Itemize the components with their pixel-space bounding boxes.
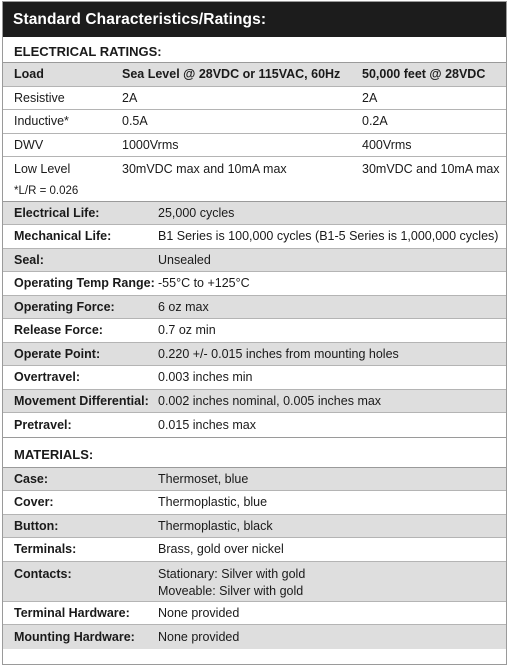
spec-value: 0.015 inches max [158,417,256,432]
material-label: Terminals: [14,542,77,557]
spec-value: 25,000 cycles [158,205,235,220]
header-load: Load [14,67,44,82]
electrical-row-low-level [3,157,506,181]
electrical-row-inductive [3,110,506,134]
material-value: None provided [158,629,240,644]
spec-row-electrical-life [3,202,506,226]
spec-row-pretravel [3,413,506,437]
electrical-row-dwv [3,134,506,158]
specifications-table [3,202,506,438]
altitude-value: 0.2A [362,114,388,129]
spec-label: Electrical Life: [14,205,100,220]
spec-value: Unsealed [158,252,211,267]
header-50000-feet: 50,000 feet @ 28VDC [362,67,486,82]
spec-row-operating-temp-range [3,272,506,296]
spec-label: Overtravel: [14,370,81,385]
material-value: Thermoplastic, blue [158,495,268,510]
material-label: Button: [14,518,59,533]
spec-label: Seal: [14,252,44,267]
material-value [158,566,506,600]
material-value: Thermoplastic, black [158,518,273,533]
electrical-row-resistive [3,87,506,111]
contacts-moveable: Moveable: Silver with gold [158,583,304,598]
altitude-value: 2A [362,90,378,105]
material-row-cover [3,491,506,515]
spec-value: 0.220 +/- 0.015 inches from mounting holes [158,346,399,361]
altitude-value: 400Vrms [362,137,412,152]
spec-value: 0.002 inches nominal, 0.005 inches max [158,393,382,408]
spec-value: 0.7 oz min [158,323,216,338]
ratings-sheet [2,1,507,665]
sea-level-value: 1000Vrms [122,137,179,152]
material-label: Terminal Hardware: [14,605,130,620]
material-value: Thermoset, blue [158,471,249,486]
materials-table [3,468,506,649]
load-type: Inductive* [14,114,69,129]
material-value: None provided [158,605,240,620]
material-value: Brass, gold over nickel [158,542,284,557]
electrical-ratings-table [3,63,506,181]
spec-row-seal [3,249,506,273]
contacts-stationary: Stationary: Silver with gold [158,566,306,581]
electrical-footnote: *L/R = 0.026 [3,181,506,202]
sheet-title: Standard Characteristics/Ratings: [3,2,506,37]
material-row-mounting-hardware [3,625,506,649]
spec-label: Operating Temp Range: [14,276,155,291]
material-label: Cover: [14,495,54,510]
sea-level-value: 0.5A [122,114,148,129]
spec-label: Operating Force: [14,299,115,314]
spec-label: Movement Differential: [14,393,149,408]
spec-value: B1 Series is 100,000 cycles (B1-5 Series is 1,000,000 cycles) [158,229,499,244]
material-label: Mounting Hardware: [14,629,135,644]
spec-row-operating-force [3,296,506,320]
spec-label: Operate Point: [14,346,101,361]
spec-row-release-force [3,319,506,343]
material-row-terminals [3,538,506,562]
spec-row-movement-differential [3,390,506,414]
material-label: Contacts: [14,566,72,581]
spec-row-overtravel [3,366,506,390]
load-type: Low Level [14,161,71,176]
spec-label: Release Force: [14,323,103,338]
electrical-ratings-heading: ELECTRICAL RATINGS: [3,37,506,63]
spec-value: 6 oz max [158,299,209,314]
spec-label: Pretravel: [14,417,72,432]
load-type: Resistive [14,90,65,105]
materials-heading: MATERIALS: [3,438,506,468]
sea-level-value: 2A [122,90,138,105]
spec-value: 0.003 inches min [158,370,253,385]
spec-label: Mechanical Life: [14,229,112,244]
sea-level-value: 30mVDC max and 10mA max [122,161,287,176]
material-label: Case: [14,471,49,486]
spec-row-operate-point [3,343,506,367]
spec-row-mechanical-life [3,225,506,249]
material-row-button [3,515,506,539]
material-row-contacts [3,562,506,602]
material-row-case [3,468,506,492]
header-sea-level: Sea Level @ 28VDC or 115VAC, 60Hz [122,67,341,82]
altitude-value: 30mVDC and 10mA max [362,161,500,176]
spec-value: -55°C to +125°C [158,276,250,291]
load-type: DWV [14,137,44,152]
material-row-terminal-hardware [3,602,506,626]
electrical-header-row [3,63,506,87]
